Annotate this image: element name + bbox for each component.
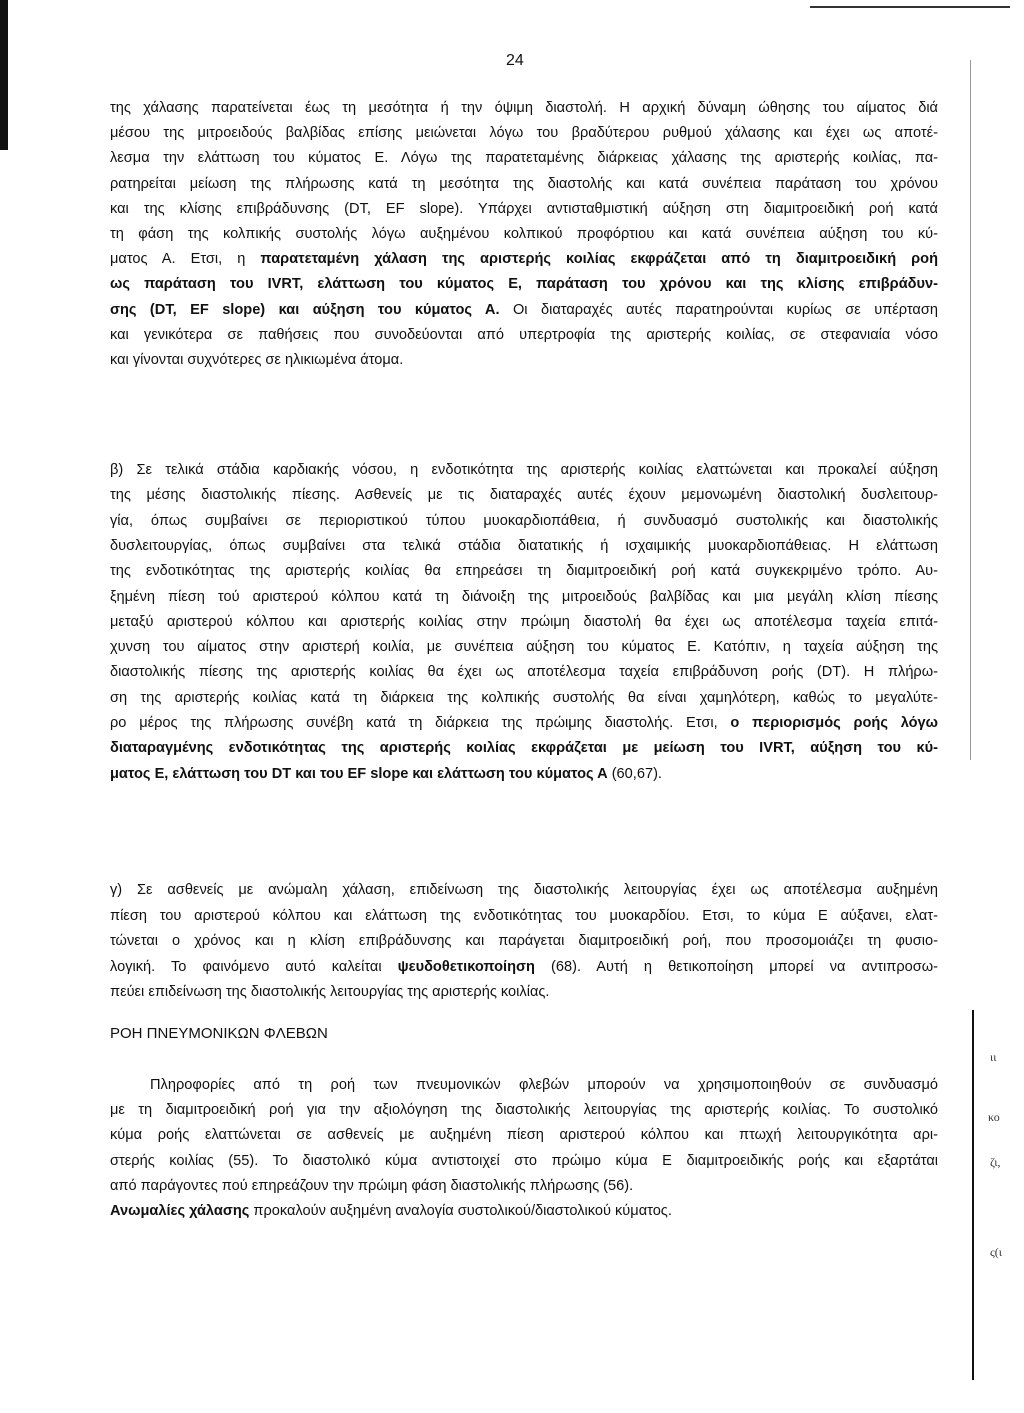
text-line [110, 1176, 938, 1196]
text-segment: (68). Αυτή η θετικοποίηση μπορεί να αντιπροσω- [534, 958, 939, 975]
text-line [110, 1151, 938, 1171]
text-line [110, 561, 938, 581]
bold-text-segment: ο περιορισμός ροής λόγω [730, 715, 938, 731]
text-line [110, 713, 938, 733]
text-segment: ρο μέρος της πλήρωσης συνέβη κατά τη διάρκεια της πρώιμης διαστολής. Ετσι, [110, 715, 731, 731]
text-line [110, 738, 938, 758]
text-segment: λογική. Το φαινόμενο αυτό καλείται [110, 958, 398, 975]
text-line [110, 224, 938, 244]
text-segment: και της κλίσης επιβράδυνσης (DT, EF slope). Υπάρχει αντισταθμιστική αύξηση στη διαμιτροειδική ροή κατά [110, 200, 938, 217]
text-line [110, 536, 938, 556]
text-line [110, 174, 938, 194]
text-segment: της χάλασης παρατείνεται έως τη μεσότητα ή την όψιμη διαστολή. Η αρχική δύναμη ώθησης του αίματος διά [110, 100, 938, 116]
text-line [150, 1075, 938, 1095]
text-segment: ση της αριστερής κοιλίας κατά τη διάρκεια της κολπικής συστολής θα είναι χαμηλότερη, καθώς το μεγαλύτε- [110, 689, 938, 706]
scan-edge-line [972, 1010, 974, 1380]
text-segment: ξημένη πίεση τού αριστερού κόλπου κατά τη διάνοιξη της μιτροειδούς βαλβίδας και μια μεγάλη κλίση πίεσης [110, 588, 938, 605]
text-line [110, 764, 938, 784]
text-segment: μέσου της μιτροειδούς βαλβίδας επίσης μειώνεται λόγω του βραδύτερου ρυθμού χάλασης και έχει ως αποτέ- [110, 125, 938, 142]
text-segment: γ) Σε ασθενείς με ανώμαλη χάλαση, επιδείνωση της διαστολικής λειτουργίας έχει ως αποτέλεσμα αυξημένη [110, 882, 938, 898]
scan-edge-mark: ζι, [990, 1155, 1001, 1169]
bold-text-segment: παρατεταμένη χάλαση της αριστερής κοιλίας εκφράζεται από τη διαμιτροειδική ροή [260, 251, 939, 268]
bold-text-segment: Ανωμαλίες χάλασης [110, 1203, 250, 1219]
text-line [110, 1201, 938, 1221]
text-line [110, 350, 938, 370]
section-heading: ΡΟΗ ΠΝΕΥΜΟΝΙΚΩΝ ΦΛΕΒΩΝ [110, 1025, 328, 1042]
text-segment: της μέσης διαστολικής πίεσης. Ασθενείς με τις διαταραχές αυτές έχουν μεμονωμένη διαστολική δυσλειτουρ- [110, 487, 938, 504]
text-segment: Πληροφορίες από τη ροή των πνευμονικών φλεβών μπορούν να χρησιμοποιηθούν σε συνδυασμό [150, 1077, 938, 1093]
text-line [110, 460, 938, 480]
text-segment: προκαλούν αυξημένη αναλογία συστολικού/διαστολικού κύματος. [249, 1203, 672, 1219]
text-segment: δυσλειτουργίας, όπως συμβαίνει στα τελικά στάδια διατατικής ή ισχαιμικής μυοκαρδιοπάθειας. Η ελάττωση [110, 537, 938, 554]
text-line [110, 1125, 938, 1145]
text-segment: τώνεται ο χρόνος και η κλίση επιβράδυνσης και παράγεται διαμιτροειδική ροή, που προσομοιάζει τη φυσιο- [110, 933, 938, 949]
text-line [110, 587, 938, 607]
text-line [110, 485, 938, 505]
text-line [110, 511, 938, 531]
bold-text-segment: σης (DT, EF slope) και αύξηση του κύματος Α. [110, 301, 500, 318]
text-segment: με τη διαμιτροειδική ροή για την αξιολόγηση της διαστολικής λειτουργίας της αριστερής κοιλίας. Το συστολικό [110, 1102, 938, 1119]
scan-edge-mark: κο [988, 1110, 1000, 1124]
text-line [110, 688, 938, 708]
text-line [110, 957, 938, 977]
text-segment: πεύει επιδείνωση της διαστολικής λειτουργίας της αριστερής κοιλίας. [110, 984, 550, 1000]
text-segment: λεσμα την ελάττωση του κύματος Ε. Λόγω της παρατεταμένης διάρκειας χάλασης της αριστερής κοιλίας, πα- [110, 150, 938, 167]
text-line [110, 199, 938, 219]
text-line [110, 931, 938, 951]
text-segment: Οι διαταραχές αυτές παρατηρούνται κυρίως σε υπέρταση [499, 301, 938, 318]
text-line [110, 274, 938, 294]
scan-edge-mark: ιι [990, 1050, 997, 1064]
text-line [110, 325, 938, 345]
text-segment: τη φάση της κολπικής συστολής λόγω αυξημένου κολπικού προφόρτιου και κατά συνέπεια αύξηση του κύ- [110, 226, 938, 242]
bold-text-segment: ματος Ε, ελάττωση του DT και του EF slope και ελάττωση του κύματος Α [110, 765, 608, 782]
text-segment: ματος Α. Ετσι, η [110, 251, 261, 268]
text-segment: ρατηρείται μείωση της πλήρωσης κατά τη μεσότητα της διαστολής και κατά συνέπεια παράταση του χρόνου [110, 175, 938, 192]
text-segment: διαστολικής πίεσης της αριστερής κοιλίας θα έχει ως αποτέλεσμα ταχεία επιβράδυνση ροής (DT). Η πλήρω- [110, 664, 938, 681]
text-line [110, 1100, 938, 1120]
text-segment: της ενδοτικότητας της αριστερής κοιλίας θα επηρεάσει τη διαμιτροειδική ροή κατά συγκεκριμένο τρόπο. Αυ- [110, 563, 938, 580]
text-line [110, 148, 938, 168]
page-number: 24 [506, 52, 524, 69]
text-segment: και γενικότερα σε παθήσεις που συνοδεύονται από υπερτροφία της αριστερής κοιλίας, σε στεφανιαία νόσο [110, 326, 938, 343]
text-line [110, 637, 938, 657]
scan-edge-mark: ς(ι [990, 1245, 1002, 1259]
text-segment: κύμα ροής ελαττώνεται σε ασθενείς με αυξημένη πίεση αριστερού κόλπου και πτωχή λειτουργικότητα αρι- [110, 1127, 938, 1144]
text-segment: πίεση του αριστερού κόλπου και ελάττωση της ενδοτικότητας του μυοκαρδίου. Ετσι, το κύμα Ε αύξανει, ελατ- [110, 907, 938, 924]
text-line [110, 98, 938, 118]
text-segment: β) Σε τελικά στάδια καρδιακής νόσου, η ενδοτικότητα της αριστερής κοιλίας ελαττώνεται και προκαλεί αύξηση [110, 462, 938, 478]
scan-edge-line [970, 60, 971, 760]
text-segment: γία, όπως συμβαίνει σε περιοριστικού τύπου μυοκαρδιοπάθεια, ή συνδυασμό συστολικής και διαστολικής [110, 512, 938, 529]
text-segment: στερής κοιλίας (55). Το διαστολικό κύμα αντιστοιχεί στο πρώιμο κύμα Ε διαμιτροειδικής ροής και εξαρτάται [110, 1152, 938, 1169]
text-segment: χυνση του αίματος στην αριστερή κοιλία, με συνέπεια αύξηση του κύματος Ε. Κατόπιν, η ταχεία αύξηση της [110, 639, 938, 656]
text-segment: μεταξύ αριστερού κόλπου και αριστερής κοιλίας στην πρώιμη διαστολή θα έχει ως αποτέλεσμα ταχεία επιτά- [110, 613, 938, 630]
bold-text-segment: ως παράταση του IVRT, ελάττωση του κύματος Ε, παράταση του χρόνου και της κλίσης επιβράδυν- [110, 276, 938, 293]
bold-text-segment: διαταραγμένης ενδοτικότητας της αριστερής κοιλίας εκφράζεται με μείωση του IVRT, αύξηση του κύ- [110, 740, 938, 757]
text-line [110, 662, 938, 682]
text-line [110, 300, 938, 320]
scan-edge-bar [0, 0, 8, 150]
text-line [110, 880, 938, 900]
text-line [110, 123, 938, 143]
text-segment: και γίνονται συχνότερες σε ηλικιωμένα άτομα. [110, 352, 404, 368]
text-line [110, 982, 938, 1002]
text-line [110, 906, 938, 926]
text-segment: (60,67). [607, 765, 662, 782]
text-segment: από παράγοντες πού επηρεάζουν την πρώιμη φάση διαστολικής πλήρωσης (56). [110, 1177, 634, 1194]
text-line [110, 612, 938, 632]
scan-top-rule [810, 6, 1010, 8]
bold-text-segment: ψευδοθετικοποίηση [397, 958, 535, 975]
text-line [110, 249, 938, 269]
